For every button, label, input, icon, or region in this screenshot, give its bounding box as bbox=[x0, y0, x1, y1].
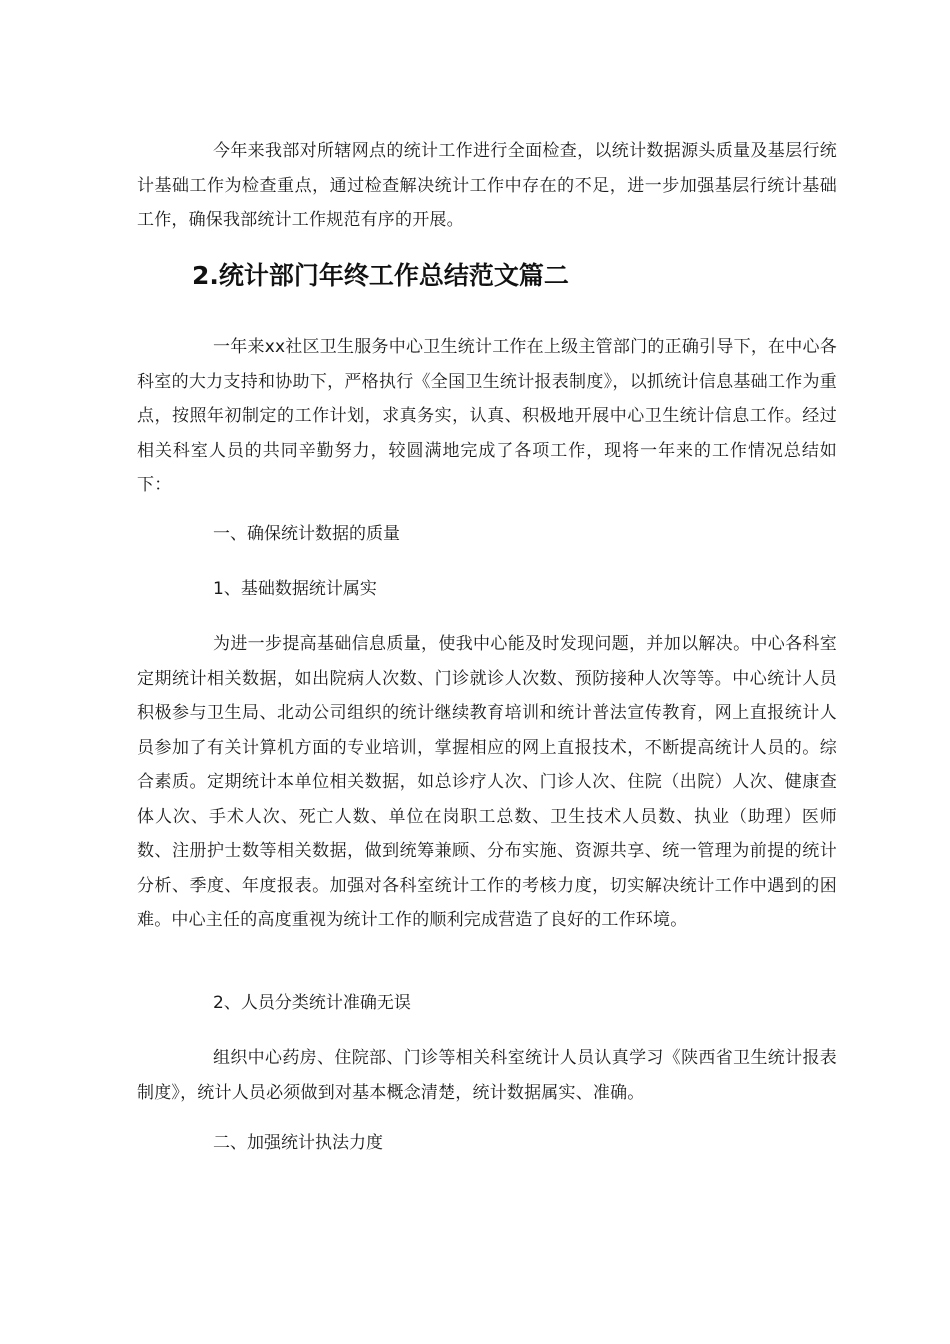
intro-paragraph: 今年来我部对所辖网点的统计工作进行全面检查，以统计数据源头质量及基层行统计基础工作为检查重点，通过检查解决统计工作中存在的不足，进一步加强基层行统计基础工作，确保我部统计工作规范有序的开展。 bbox=[137, 141, 837, 230]
staff-classification-paragraph: 组织中心药房、住院部、门诊等相关科室统计人员认真学习《陕西省卫生统计报表制度》，统计人员必须做到对基本概念清楚，统计数据属实、准确。 bbox=[137, 1048, 837, 1103]
subheading-basic-data: 1、基础数据统计属实 bbox=[213, 579, 377, 599]
basic-data-paragraph: 为进一步提高基础信息质量，使我中心能及时发现问题，并加以解决。中心各科室定期统计相关数据，如出院病人次数、门诊就诊人次数、预防接种人次等等。中心统计人员积极参与卫生局、北动公司组织的统计继续教育培训和统计普法宣传教育，网上直报统计人员参加了有关计算机方面的专业培训，掌握相应的网上直报技术，不断提高统计人员的。综合素质。定期统计本单位相关数据，如总诊疗人次、门诊人次、住院（出院）人次、健康查体人次、手术人次、死亡人数、单位在岗职工总数、卫生技术人员数、执业（助理）医师数、注册护士数等相关数据，做到统筹兼顾、分布实施、资源共享、统一管理为前提的统计分析、季度、年度报表。加强对各科室统计工作的考核力度，切实解决统计工作中遇到的困难。中心主任的高度重视为统计工作的顺利完成营造了良好的工作环境。 bbox=[137, 634, 837, 930]
section-title: 2.统计部门年终工作总结范文篇二 bbox=[192, 261, 569, 290]
summary-paragraph: 一年来xx社区卫生服务中心卫生统计工作在上级主管部门的正确引导下，在中心各科室的大力支持和协助下，严格执行《全国卫生统计报表制度》，以抓统计信息基础工作为重点，按照年初制定的工作计划，求真务实，认真、积极地开展中心卫生统计信息工作。经过相关科室人员的共同辛勤努力，较圆满地完成了各项工作，现将一年来的工作情况总结如下： bbox=[137, 337, 837, 495]
heading-data-quality: 一、确保统计数据的质量 bbox=[213, 524, 400, 544]
subheading-staff-classification: 2、人员分类统计准确无误 bbox=[213, 993, 411, 1013]
heading-law-enforcement: 二、加强统计执法力度 bbox=[213, 1133, 383, 1153]
